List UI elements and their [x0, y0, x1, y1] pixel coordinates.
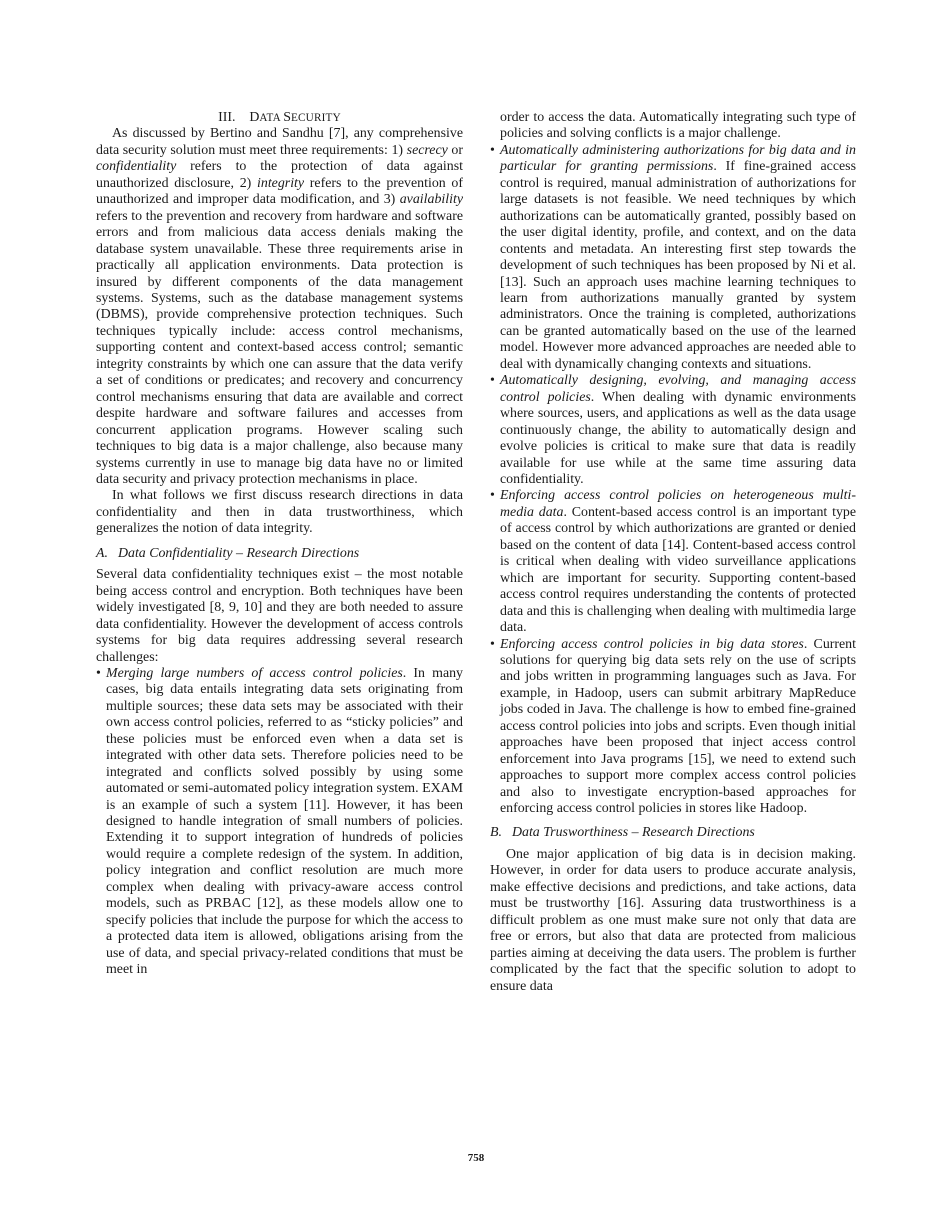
section-title-d: D	[249, 110, 260, 125]
subsection-a-heading	[96, 546, 463, 562]
p1-em-secrecy: secrecy	[406, 142, 448, 158]
list-item	[96, 666, 463, 979]
list-item	[490, 143, 856, 373]
bullet-2-text: . If fine-grained access control is required, manual administration of authorizations for large datasets is not feasible. We need techniques by which authorizations can be automatically granted, possibly based on the user digital identity, profile, and context, and on the data contents and metadata. An interesting first step towards the development of such techniques has been proposed by Ni et al. [13]. Such an approach uses machine learning techniques to learn from authorizations manually granted by system administrators. Once the training is completed, authorizations can be granted automatically based on the use of the learned model. However more advanced approaches are needed able to deal with dynamically changing contexts and situations.	[500, 159, 856, 372]
bullet-icon: •	[490, 636, 495, 652]
list-item	[490, 637, 856, 818]
paragraph-what-follows: In what follows we first discuss research directions in data confidentiality and then in data trustworthiness, which generalizes the notion of data integrity.	[96, 488, 463, 537]
bullet-icon: •	[490, 373, 495, 389]
bullet-icon: •	[490, 488, 495, 504]
p1-text-3: refers to the protection of data against unauthorized disclosure, 2)	[96, 159, 463, 191]
challenge-list-left	[96, 666, 463, 979]
section-heading	[96, 110, 463, 126]
bullet-4-title: Enforcing access control policies on heterogeneous multi-media data	[500, 488, 856, 520]
p1-em-confidentiality: confidentiality	[96, 159, 177, 175]
bullet-icon: •	[490, 142, 495, 158]
bullet-3-text: . When dealing with dynamic environments where sources, users, and applications as well as the data usage continuously change, the ability to automatically design and evolve policies is critical to make sure that data is readily available for use while at the same time assuring data confidentiality.	[500, 389, 856, 487]
bullet-5-title: Enforcing access control policies in big data stores	[500, 636, 804, 652]
right-column	[490, 110, 856, 995]
challenge-list-right	[490, 143, 856, 818]
section-title-ecurity: ECURITY	[290, 112, 341, 124]
bullet-4-text: . Content-based access control is an important type of access control by which authorizations are granted or denied based on the content of data [14]. Content-based access control is critical when dealing with video surveillance applications which are important for security. Supporting content-based access control requires understanding the contents of protected data and this is challenging when dealing with multimedia large data.	[500, 504, 856, 636]
bullet-1-title: Merging large numbers of access control policies	[106, 665, 403, 681]
subsection-a-letter: A.	[96, 545, 108, 561]
p1-text-1: As discussed by Bertino and Sandhu [7], any comprehensive data security solution must meet three requirements: 1)	[96, 126, 463, 158]
bullet-3-title: Automatically designing, evolving, and managing access control policies	[500, 373, 856, 405]
section-title-s: S	[283, 110, 291, 125]
bullet-2-title: Automatically administering authorizations for big data and in particular for granting permissions	[500, 142, 856, 175]
paragraph-trustworthiness: One major application of big data is in decision making. However, in order for data users to produce accurate analysis, make effective decisions and predictions, and take actions, data must be trustworthy [16]. Assuring data trustworthiness is a difficult problem as one must make sure not only that data are free or errors, but also that data are protected from malicious parties aiming at deceiving the data users. The problem is further complicated by the fact that the specific solution to adopt to ensure data	[490, 846, 856, 994]
subsection-b-letter: B.	[490, 825, 502, 841]
bullet-5-text: . Current solutions for querying big data sets rely on the use of scripts and jobs written in programming languages such as Java. For example, in Hadoop, users can submit arbitrary MapReduce jobs coded in Java. The challenge is how to embed fine-grained access control policies into jobs and scripts. Even though initial approaches have been proposed that inject access control enforcement into Java programs [15], we need to extend such approaches to support more complex access control policies and also to investigate encryption-based approaches for enforcing access control policies in stores like Hadoop.	[500, 636, 856, 817]
section-title-ata: ATA	[259, 112, 284, 124]
bullet-1-continuation: order to access the data. Automatically integrating such type of policies and solving conflicts is a major challenge.	[500, 110, 856, 142]
left-column	[96, 110, 463, 979]
section-number: III.	[218, 110, 236, 125]
p1-em-availability: availability	[399, 192, 463, 208]
bullet-1-text: . In many cases, big data entails integrating data sets originating from multiple sources; these data sets may be associated with their own access control policies, referred to as “sticky policies” and these policies must be enforced even when a data set is integrated with other data sets. Therefore policies need to be integrated and conflicts solved possibly by using some automated or semi-automated policy integration system. EXAM is an example of such a system [11]. However, it has been designed to handle integration of small numbers of policies. Extending it to support integration of hundreds of policies would require a complete redesign of the system. In addition, policy integration and conflict resolution are much more complex when dealing with privacy-aware access control models, such as PRBAC [12], as these models allow one to specify policies that include the purpose for which the access to a protected data item is allowed, obligations arising from the use of data, and special privacy-related conditions that must be meet in	[106, 665, 463, 978]
p1-text-5: refers to the prevention and recovery from hardware and software errors and from malicious data access denials making the database system unavailable. These three requirements arise in practically all application environments. Data protection is insured by different components of the data management systems. Systems, such as the database management systems (DBMS), provide comprehensive protection techniques. Such techniques typically include: access control mechanisms, supporting content and context-based access control; semantic integrity constraints by which one can assure that the data verify a set of conditions or predicates; and recovery and concurrency control mechanisms ensuring that data are available and correct despite hardware and software failures and accesses from concurrent application programs. However scaling such techniques to big data is a major challenge, also because many systems currently in use to manage big data have no or limited data security and privacy protection mechanisms in place.	[96, 208, 463, 487]
subsection-b-heading	[490, 825, 856, 841]
page-number: 758	[467, 1152, 485, 1164]
p1-text-2: or	[447, 142, 464, 158]
p1-em-integrity: integrity	[257, 175, 305, 191]
list-item	[490, 373, 856, 488]
paragraph-confidentiality-techniques: Several data confidentiality techniques exist – the most notable being access control and encryption. Both techniques have been widely investigated [8, 9, 10] and they are both needed to assure data confidentiality. However the development of access controls systems for big data requires addressing several research challenges:	[96, 567, 463, 665]
paragraph-requirements	[96, 126, 463, 488]
subsection-b-title: Data Trusworthiness – Research Directions	[511, 825, 755, 841]
p1-text-4: refers to the prevention of unauthorized and improper data modification, and 3)	[96, 175, 463, 208]
subsection-a-title: Data Confidentiality – Research Directions	[117, 545, 360, 561]
list-item	[490, 488, 856, 636]
bullet-icon: •	[96, 665, 101, 681]
